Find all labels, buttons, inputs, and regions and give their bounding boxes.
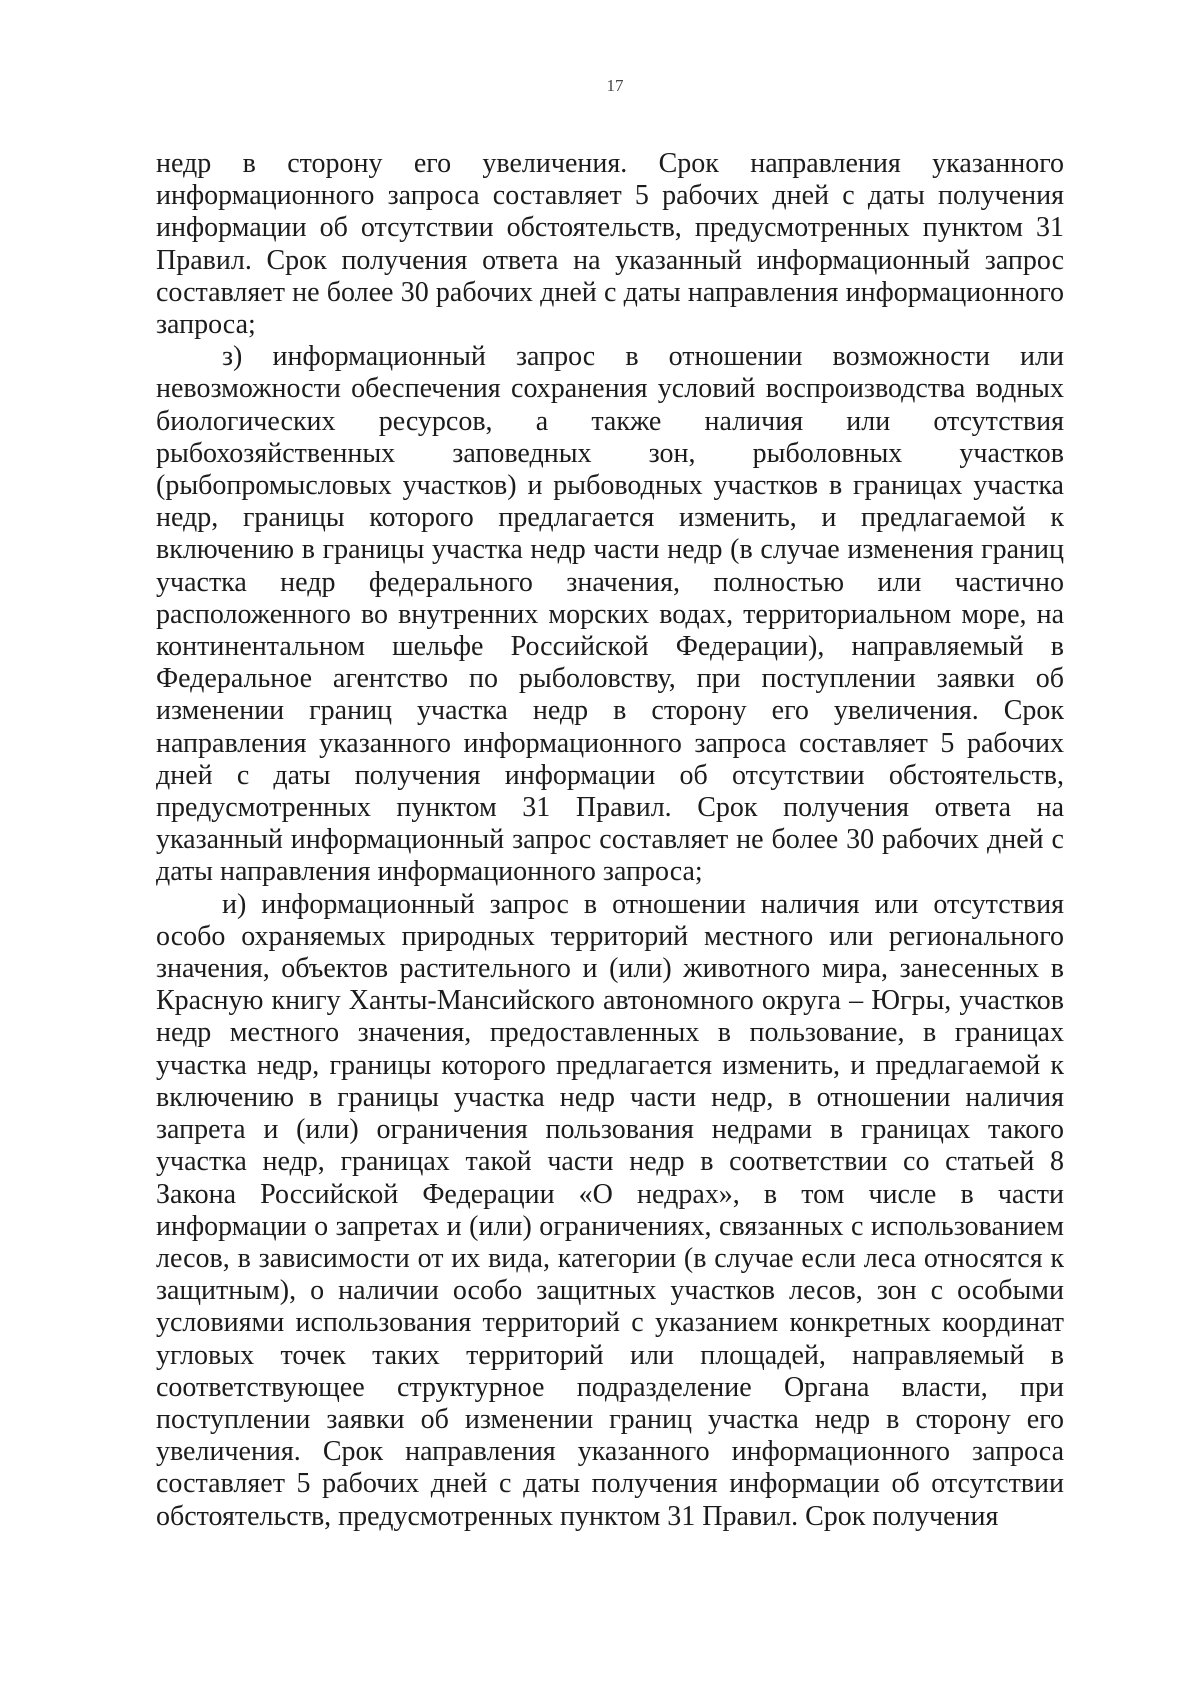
paragraph-item-z: з) информационный запрос в отношении возможности или невозможности обеспечения сохранения условий воспроизводства водных биологических ресурсов, а также наличия или отсутствия рыбохозяйственных заповедных зон, рыболовных участков (рыбопромысловых участков) и рыбоводных участков в границах участка недр, границы которого предлагается изменить, и предлагаемой к включению в границы участка недр части недр (в случае изменения границ участка недр федерального значения, полностью или частично расположенного во внутренних морских водах, территориальном море, на континентальном шельфе Российской Федерации), направляемый в Федеральное агентство по рыболовству, при поступлении заявки об изменении границ участка недр в сторону его увеличения. Срок направления указанного информационного запроса составляет 5 рабочих дней с даты получения информации об отсутствии обстоятельств, предусмотренных пунктом 31 Правил. Срок получения ответа на указанный информационный запрос составляет не более 30 рабочих дней с даты направления информационного запроса;	[156, 341, 1064, 888]
paragraph-continuation: недр в сторону его увеличения. Срок направления указанного информационного запроса составляет 5 рабочих дней с даты получения информации об отсутствии обстоятельств, предусмотренных пунктом 31 Правил. Срок получения ответа на указанный информационный запрос составляет не более 30 рабочих дней с даты направления информационного запроса;	[156, 148, 1064, 341]
paragraph-item-i: и) информационный запрос в отношении наличия или отсутствия особо охраняемых природных территорий местного или регионального значения, объектов растительного и (или) животного мира, занесенных в Красную книгу Ханты-Мансийского автономного округа – Югры, участков недр местного значения, предоставленных в пользование, в границах участка недр, границы которого предлагается изменить, и предлагаемой к включению в границы участка недр части недр, в отношении наличия запрета и (или) ограничения пользования недрами в границах такого участка недр, границах такой части недр в соответствии со статьей 8 Закона Российской Федерации «О недрах», в том числе в части информации о запретах и (или) ограничениях, связанных с использованием лесов, в зависимости от их вида, категории (в случае если леса относятся к защитным), о наличии особо защитных участков лесов, зон с особыми условиями использования территорий с указанием конкретных координат угловых точек таких территорий или площадей, направляемый в соответствующее структурное подразделение Органа власти, при поступлении заявки об изменении границ участка недр в сторону его увеличения. Срок направления указанного информационного запроса составляет 5 рабочих дней с даты получения информации об отсутствии обстоятельств, предусмотренных пунктом 31 Правил. Срок получения	[156, 888, 1064, 1532]
page-number: 17	[606, 76, 624, 95]
document-body	[156, 148, 1064, 1533]
